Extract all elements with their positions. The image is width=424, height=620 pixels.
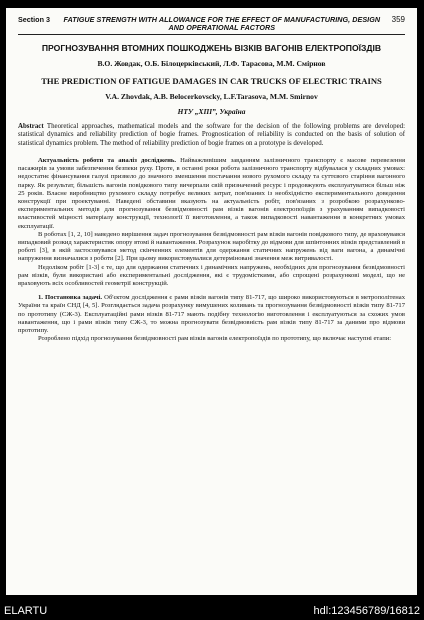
paragraph-text: Об'єктом дослідження є рами візків вагонів типу 81-717, що широко використовуються в метрополітенах України та країн СНД [4, 5]. Розглядається задача розрахунку вимушених коливань та прогнозування безвідмовності візків типу 81-717 по прототипу (СЖ-3). Експлуатаційні рами візків 81-717 мають подібну технологію виготовлення і експлуатуються за схожих умов навантаження, що і рами візків типу СЖ-3, то можна прогнозувати безвідмовність рам візків типу 81-717 за даними про відмови прототипу. — [18, 294, 405, 334]
title-english: THE PREDICTION OF FATIGUE DAMAGES IN CAR TRUCKS OF ELECTRIC TRAINS — [41, 76, 382, 86]
paragraph-lead: Актуальність роботи та аналіз досліджень. — [38, 156, 177, 164]
paragraph-previous-work: В роботах [1, 2, 10] наведено вирішення задач прогнозування безвідмовності рам візків вагонів повідкового типу, де враховувався випадковий розкид характеристик опору втомі й навантаження. Розрахунок наробітку до відмови для шпінтонних візків представлений в роботі [3], в якій застосовувався метод скінченних елементів для одержання статичних напружень від ваги вагона, а динамічні напруження визначалися з роботи [2]. При цьому використовувалися детерміновані значення меж витривалості. — [18, 230, 405, 263]
paragraph-approach: Розроблено підхід прогнозування безвідмовності рам візків вагонів електропоїздів по прототипу, що включає наступні етапи: — [38, 335, 392, 343]
abstract-text: Theoretical approaches, mathematical models and the software for the decision of the following problems are developed: statistical dynamics and reliability prediction of bogie frames. Prognostication of reliability is conducted on the basis of solution of statistical dynamics problem. The method of reliability prediction of bogie frames on a prototype is developed. — [18, 123, 405, 147]
section-label: Section 3 — [18, 15, 50, 24]
page-number: 359 — [391, 15, 405, 24]
body-text — [18, 157, 405, 343]
document-page — [6, 8, 417, 595]
running-head-title: FATIGUE STRENGTH WITH ALLOWANCE FOR THE EFFECT OF MANUFACTURING, DESIGN AND OPERATIONAL FACTORS — [63, 15, 381, 32]
footer-bar — [0, 603, 424, 620]
paragraph-shortcomings: Недоліком робіт [1-3] є те, що для одержання статичних і динамічних напружень, необхідних для прогнозування безвідмовності рам візків, були використані або експериментальні дослідження, які є трудомісткими, або спрощені розрахункові моделі, що не враховують всіх особливостей геометрії конструкцій. — [18, 263, 405, 287]
paragraph-relevance — [18, 157, 405, 231]
affiliation: НТУ „ХПІ”, Україна — [177, 107, 246, 116]
paragraph-lead: 1. Постановка задачі. — [38, 294, 103, 302]
footer-left-label: ELARTU — [4, 605, 48, 617]
paragraph-text: Найважливішим завданням залізничного транспорту є масове перевезення пасажирів за умови забезпечення безпеки руху. Проте, в останні роки робота залізничного транспорту відбувалася у складних умовах: недостатнє фінансування галузі призвело до значного зменшення постачання нового рухомого складу та суттєвого старіння вагонного парку. Як результат, більшість вагонів повідкового типу вичерпали свій призначений ресурс і продовжують експлуатуватися більш ніж 25 років. Власне виробництво рухомого складу потребує великих затрат, пов'язаних із необхідністю експериментального доведення конструкції при проектуванні. Наведені обставини вказують на актуальність робіт, пов'язаних з розробкою розрахунково-експериментальних методів для прогнозування безвідмовності рам візків вагонів електропоїздів з урахуванням випадковості властивостей міцності матеріалу конструкції, технології її виготовлення, а також випадковості навантаження в конкретних умовах експлуатації. — [18, 156, 405, 230]
title-ukrainian: ПРОГНОЗУВАННЯ ВТОМНИХ ПОШКОДЖЕНЬ ВІЗКІВ ВАГОНІВ ЕЛЕКТРОПОЇЗДІВ — [41, 43, 382, 53]
authors-english: V.A. Zhovdak, A.B. Belocerkovscky, L.F.Tarasova, M.M. Smirnov — [105, 92, 318, 101]
authors-ukrainian: В.О. Жовдак, О.Б. Білоцерківський, Л.Ф. Тарасова, М.М. Смірнов — [97, 59, 326, 68]
paragraph-problem-statement — [18, 294, 405, 335]
running-head — [18, 16, 405, 35]
footer-handle: hdl:123456789/16812 — [313, 605, 420, 617]
abstract-label: Abstract — [18, 123, 44, 130]
abstract — [18, 123, 405, 148]
